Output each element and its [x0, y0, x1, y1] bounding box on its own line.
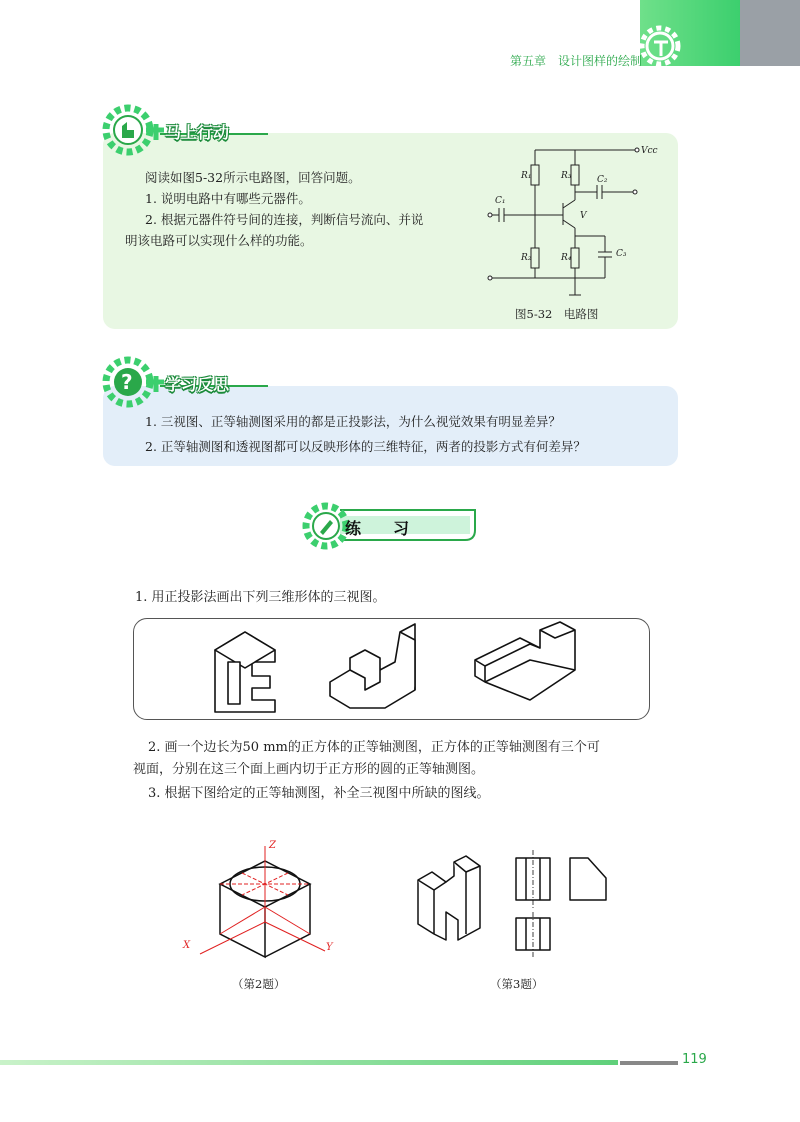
fig2-caption: （第2题） — [232, 977, 286, 991]
reflection-q1: 1. 三视图、正等轴测图采用的都是正投影法，为什么视觉效果有明显差异？ — [145, 414, 561, 429]
r2-label: R₂ — [521, 253, 532, 263]
fig2-cube-isometric — [180, 826, 340, 962]
x-axis-label: X — [183, 940, 191, 951]
chapter-heading: 第五章 设计图样的绘制 — [510, 54, 643, 68]
exercise-q1-solids — [200, 620, 620, 716]
r3-label: R₃ — [561, 171, 572, 181]
footer-gray-bar — [620, 1061, 678, 1065]
circuit-diagram — [485, 140, 675, 305]
c1-label: C₁ — [495, 196, 506, 206]
exercise-title: 练 习 — [345, 519, 410, 538]
c2-label: C₂ — [597, 175, 608, 185]
c3-label: C₃ — [616, 249, 627, 259]
exercise-q1: 1. 用正投影法画出下列三维形体的三视图。 — [135, 590, 386, 605]
exercise-q2-line1: 2. 画一个边长为50 mm的正方体的正等轴测图，正方体的正等轴测图有三个可 — [148, 740, 600, 755]
exercise-q3: 3. 根据下图给定的正等轴测图，补全三视图中所缺的图线。 — [148, 786, 490, 801]
action-q2-line2: 明该电路可以实现什么样的功能。 — [125, 233, 313, 248]
r1-label: R₁ — [521, 171, 532, 181]
svg-text:?: ? — [121, 370, 133, 394]
page-number: 119 — [682, 1052, 707, 1067]
y-axis-label: Y — [326, 942, 333, 953]
z-axis-label: Z — [269, 840, 276, 851]
fig3-views — [410, 850, 620, 960]
reflection-title: 学习反思 — [165, 375, 230, 394]
gear-logo-icon — [636, 22, 684, 70]
exercise-q2-line2: 视面，分别在这三个面上画内切于正方形的圆的正等轴测图。 — [133, 762, 485, 777]
action-title: 马上行动 — [165, 123, 230, 142]
fig3-caption: （第3题） — [490, 977, 544, 991]
vcc-label: Vcc — [641, 146, 658, 156]
r4-label: R₄ — [561, 253, 572, 263]
transistor-label: V — [580, 211, 587, 221]
action-q2-line1: 2. 根据元器件符号间的连接，判断信号流向、并说 — [145, 212, 424, 227]
header-tab-gray — [740, 0, 800, 66]
footer-bar — [0, 1060, 618, 1065]
action-q1: 1. 说明电路中有哪些元器件。 — [145, 191, 311, 206]
reflection-q2: 2. 正等轴测图和透视图都可以反映形体的三维特征，两者的投影方式有何差异？ — [145, 439, 586, 454]
circuit-caption: 图5-32 电路图 — [515, 307, 599, 321]
action-intro: 阅读如图5-32所示电路图，回答问题。 — [145, 170, 361, 185]
